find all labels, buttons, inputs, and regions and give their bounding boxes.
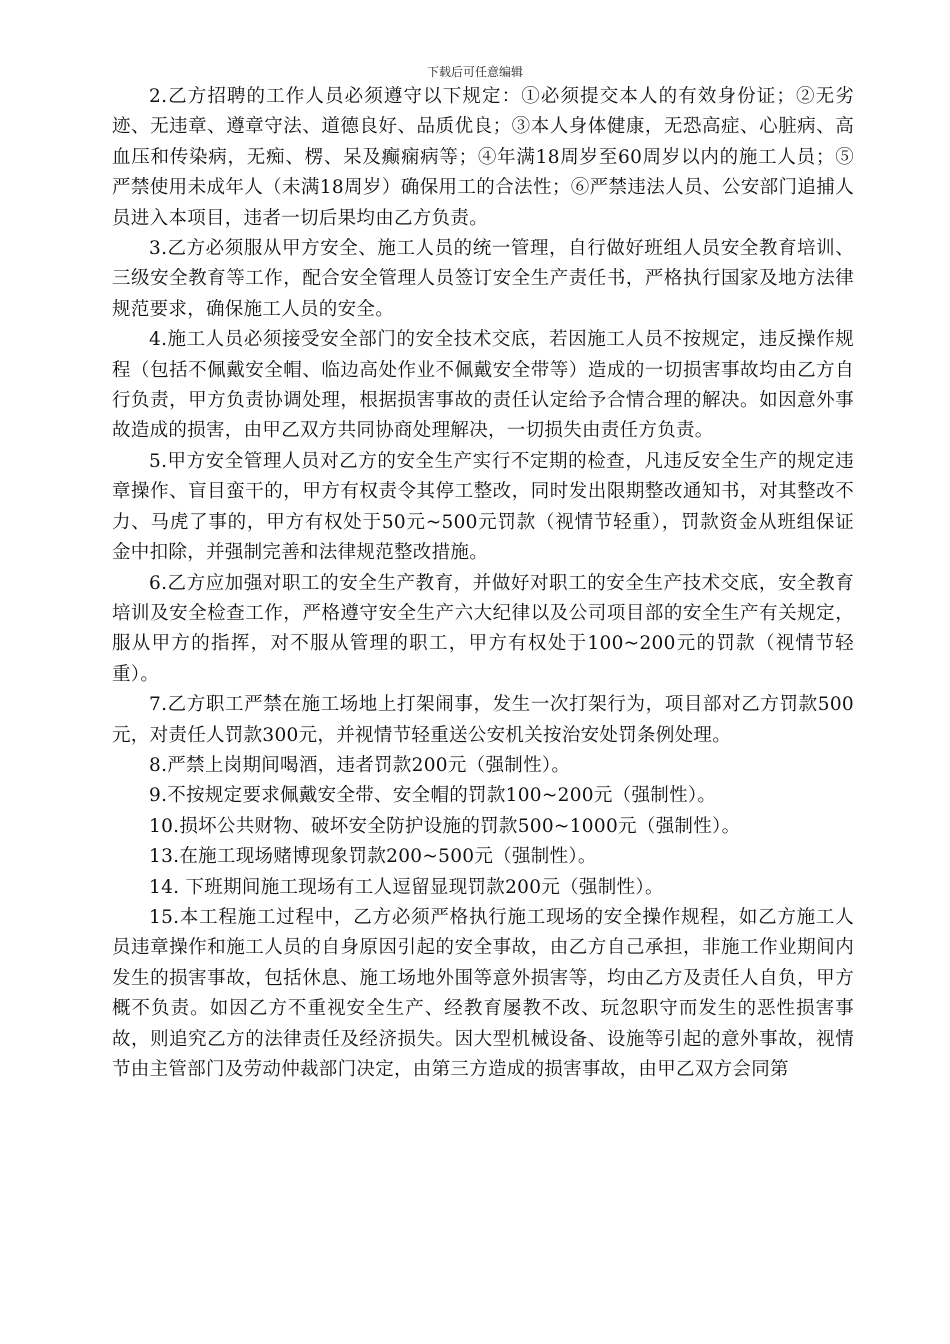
clause-6: 6.乙方应加强对职工的安全生产教育，并做好对职工的安全生产技术交底，安全教育培训及安全检查工作，严格遵守安全生产六大纪律以及公司项目部的安全生产有关规定，服从甲方的指挥，对不服从管理的职工，甲方有权处于100~200元的罚款（视情节轻重）。 [112,572,854,685]
clause-4: 4.施工人员必须接受安全部门的安全技术交底，若因施工人员不按规定，违反操作规程（包括不佩戴安全帽、临边高处作业不佩戴安全带等）造成的一切损害事故均由乙方自行负责，甲方负责协调处理，根据损害事故的责任认定给予合情合理的解决。如因意外事故造成的损害，由甲乙双方共同协商处理解决，一切损失由责任方负责。 [112,329,854,442]
clause-8: 8.严禁上岗期间喝酒，违者罚款200元（强制性）。 [149,754,571,776]
contract-body [112,82,854,1085]
clause-15: 15.本工程施工过程中，乙方必须严格执行施工现场的安全操作规程，如乙方施工人员违章操作和施工人员的自身原因引起的安全事故，由乙方自己承担，非施工作业期间内发生的损害事故，包括休息、施工场地外围等意外损害等，均由乙方及责任人自负，甲方概不负责。如因乙方不重视安全生产、经教育屡教不改、玩忽职守而发生的恶性损害事故，则追究乙方的法律责任及经济损失。因大型机械设备、设施等引起的意外事故，视情节由主管部门及劳动仲裁部门决定，由第三方造成的损害事故，由甲乙双方会同第 [112,906,854,1080]
clause-9: 9.不按规定要求佩戴安全带、安全帽的罚款100~200元（强制性）。 [149,785,717,807]
clause-10: 10.损坏公共财物、破坏安全防护设施的罚款500~1000元（强制性）。 [149,815,741,837]
clause-3: 3.乙方必须服从甲方安全、施工人员的统一管理，自行做好班组人员安全教育培训、三级安全教育等工作，配合安全管理人员签订安全生产责任书，严格执行国家及地方法律规范要求，确保施工人员的安全。 [112,238,854,320]
header-note: 下载后可任意编辑 [426,65,523,79]
clause-5: 5.甲方安全管理人员对乙方的安全生产实行不定期的检查，凡违反安全生产的规定违章操作、盲目蛮干的，甲方有权责令其停工整改，同时发出限期整改通知书，对其整改不力、马虎了事的，甲方有权处于50元~500元罚款（视情节轻重），罚款资金从班组保证金中扣除，并强制完善和法律规范整改措施。 [112,450,854,564]
clause-7: 7.乙方职工严禁在施工场地上打架闹事，发生一次打架行为，项目部对乙方罚款500元，对责任人罚款300元，并视情节轻重送公安机关按治安处罚条例处理。 [112,694,854,746]
clause-2: 2.乙方招聘的工作人员必须遵守以下规定：①必须提交本人的有效身份证；②无劣迹、无违章、遵章守法、道德良好、品质优良；③本人身体健康，无恐高症、心脏病、高血压和传染病，无痴、楞、呆及癫痫病等；④年满18周岁至60周岁以内的施工人员；⑤严禁使用未成年人（未满18周岁）确保用工的合法性；⑥严禁违法人员、公安部门追捕人员进入本项目，违者一切后果均由乙方负责。 [112,86,854,229]
clause-13: 13.在施工现场赌博现象罚款200~500元（强制性）。 [149,846,597,868]
clause-14: 14. 下班期间施工现场有工人逗留显现罚款200元（强制性）。 [149,876,664,898]
